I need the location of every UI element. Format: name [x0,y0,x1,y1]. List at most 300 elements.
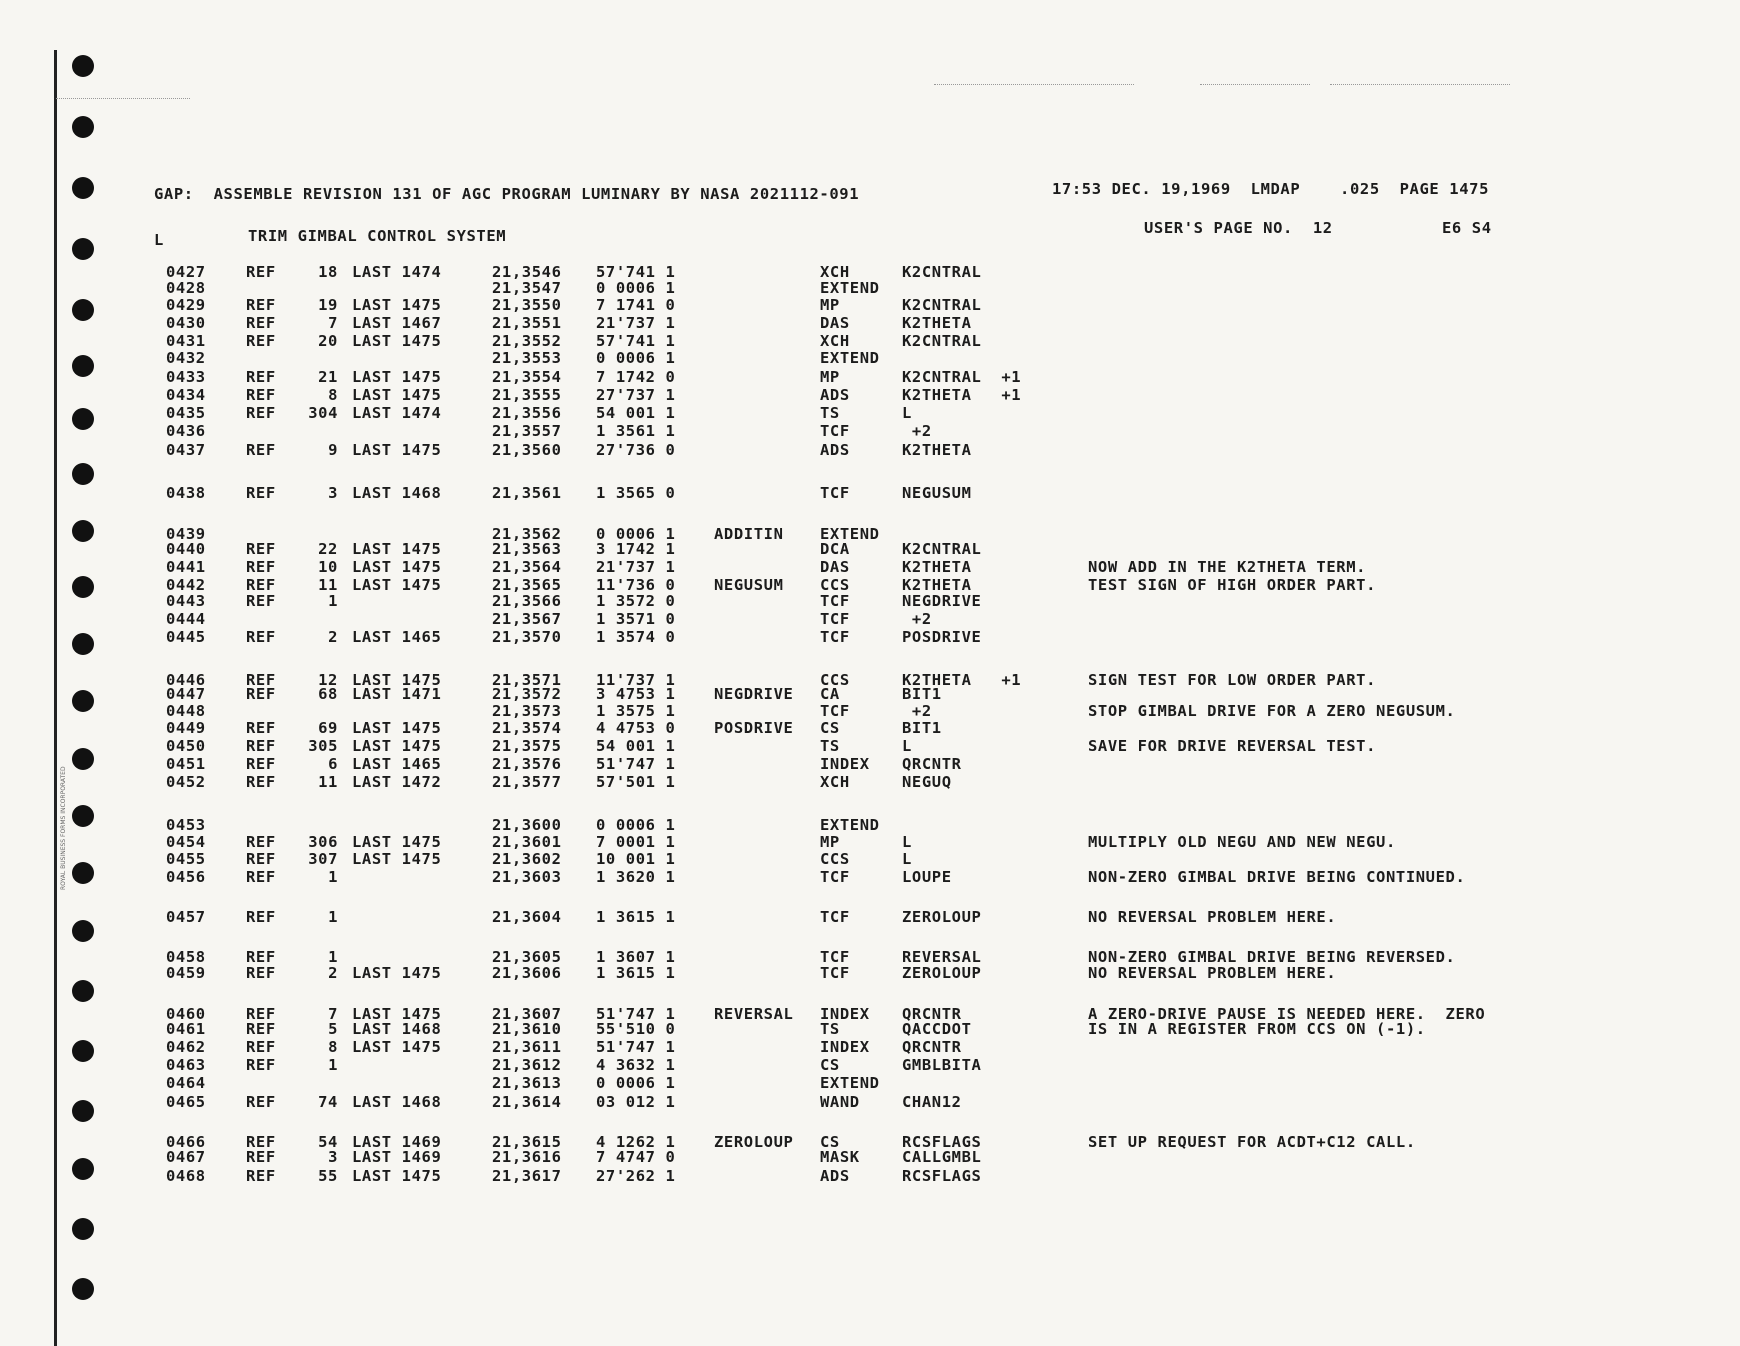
row-ref: REF [246,755,276,773]
row-refn: 9 [328,441,338,459]
listing-row [0,834,1740,851]
row-addr: 21,3604 [492,908,562,926]
row-addr: 21,3576 [492,755,562,773]
row-ln: 0432 [166,349,206,367]
margin-stamp: ROYAL BUSINESS FORMS INCORPORATED [60,766,67,890]
row-last: LAST 1475 [352,558,442,576]
row-op: CCS [820,850,850,868]
row-operand: NEGUQ [902,773,952,791]
row-word: 1 3565 0 [596,484,676,502]
row-addr: 21,3553 [492,349,562,367]
row-addr: 21,3552 [492,332,562,350]
row-word: 3 1742 1 [596,540,676,558]
row-word: 1 3574 0 [596,628,676,646]
row-op: ADS [820,1167,850,1185]
listing-row [0,1075,1740,1092]
row-operand: K2THETA [902,558,972,576]
row-word: 51'747 1 [596,1005,676,1023]
row-op: MP [820,833,840,851]
row-word: 27'262 1 [596,1167,676,1185]
row-op: DAS [820,314,850,332]
row-ln: 0451 [166,755,206,773]
row-refn: 1 [328,868,338,886]
row-addr: 21,3572 [492,685,562,703]
listing-row [0,442,1740,459]
row-ln: 0465 [166,1093,206,1111]
row-ln: 0456 [166,868,206,886]
row-last: LAST 1468 [352,484,442,502]
row-addr: 21,3551 [492,314,562,332]
row-last: LAST 1471 [352,685,442,703]
header-right: 17:53 DEC. 19,1969 LMDAP .025 PAGE 1475 [1052,180,1489,198]
row-op: DCA [820,540,850,558]
row-ln: 0463 [166,1056,206,1074]
listing-row [0,965,1740,982]
listing-row [0,541,1740,558]
header-left: GAP: ASSEMBLE REVISION 131 OF AGC PROGRAM LUMINARY BY NASA 2021112-091 [154,185,860,203]
row-comment: MULTIPLY OLD NEGU AND NEW NEGU. [1088,833,1396,851]
row-comment: NON-ZERO GIMBAL DRIVE BEING CONTINUED. [1088,868,1466,886]
row-label: NEGUSUM [714,576,784,594]
row-operand: K2CNTRAL [902,332,982,350]
row-addr: 21,3602 [492,850,562,868]
row-ln: 0453 [166,816,206,834]
row-word: 51'747 1 [596,1038,676,1056]
punch-hole [72,980,94,1002]
row-word: 3 4753 1 [596,685,676,703]
row-ref: REF [246,868,276,886]
row-op: MASK [820,1148,860,1166]
printer-dots [56,98,190,100]
row-operand: L [902,737,912,755]
row-op: EXTEND [820,816,880,834]
row-op: INDEX [820,1038,870,1056]
row-label: REVERSAL [714,1005,794,1023]
row-last: LAST 1474 [352,263,442,281]
row-word: 0 0006 1 [596,1074,676,1092]
row-ln: 0448 [166,702,206,720]
row-ref: REF [246,964,276,982]
row-op: MP [820,296,840,314]
listing-row [0,350,1740,367]
row-ln: 0434 [166,386,206,404]
row-word: 4 3632 1 [596,1056,676,1074]
row-word: 54 001 1 [596,737,676,755]
row-ref: REF [246,737,276,755]
row-op: CA [820,685,840,703]
row-ln: 0449 [166,719,206,737]
row-last: LAST 1469 [352,1133,442,1151]
row-word: 0 0006 1 [596,279,676,297]
row-word: 21'737 1 [596,558,676,576]
row-ln: 0445 [166,628,206,646]
row-ln: 0431 [166,332,206,350]
row-ref: REF [246,1093,276,1111]
listing-row [0,1149,1740,1166]
row-last: LAST 1475 [352,671,442,689]
row-operand: CALLGMBL [902,1148,982,1166]
row-refn: 1 [328,948,338,966]
row-addr: 21,3556 [492,404,562,422]
row-addr: 21,3567 [492,610,562,628]
listing-row [0,774,1740,791]
row-refn: 2 [328,628,338,646]
row-refn: 307 [308,850,338,868]
row-addr: 21,3605 [492,948,562,966]
row-operand: NEGDRIVE [902,592,982,610]
row-ln: 0442 [166,576,206,594]
row-last: LAST 1474 [352,404,442,422]
row-addr: 21,3562 [492,525,562,543]
row-op: INDEX [820,755,870,773]
row-refn: 10 [318,558,338,576]
row-refn: 8 [328,386,338,404]
users-page-number: USER'S PAGE NO. 12 [1144,219,1333,237]
row-ref: REF [246,592,276,610]
listing-row [0,297,1740,314]
row-ln: 0428 [166,279,206,297]
row-word: 1 3561 1 [596,422,676,440]
row-addr: 21,3571 [492,671,562,689]
row-ln: 0447 [166,685,206,703]
row-addr: 21,3615 [492,1133,562,1151]
row-op: CCS [820,671,850,689]
row-comment: SET UP REQUEST FOR ACDT+C12 CALL. [1088,1133,1416,1151]
row-ln: 0437 [166,441,206,459]
row-ref: REF [246,628,276,646]
row-operand: RCSFLAGS [902,1167,982,1185]
row-word: 11'736 0 [596,576,676,594]
listing-row [0,280,1740,297]
row-refn: 5 [328,1020,338,1038]
row-addr: 21,3565 [492,576,562,594]
row-ln: 0429 [166,296,206,314]
row-last: LAST 1475 [352,540,442,558]
row-op: TCF [820,610,850,628]
row-comment: IS IN A REGISTER FROM CCS ON (-1). [1088,1020,1426,1038]
row-last: LAST 1475 [352,296,442,314]
row-operand: ZEROLOUP [902,964,982,982]
row-operand: K2THETA +1 [902,671,1022,689]
row-operand: POSDRIVE [902,628,982,646]
row-word: 1 3607 1 [596,948,676,966]
row-ln: 0467 [166,1148,206,1166]
row-ln: 0446 [166,671,206,689]
row-last: LAST 1475 [352,386,442,404]
row-addr: 21,3612 [492,1056,562,1074]
row-ln: 0450 [166,737,206,755]
row-addr: 21,3610 [492,1020,562,1038]
row-operand: +2 [902,610,932,628]
row-operand: QRCNTR [902,1005,962,1023]
row-ref: REF [246,948,276,966]
row-ln: 0462 [166,1038,206,1056]
row-ref: REF [246,1167,276,1185]
row-last: LAST 1475 [352,368,442,386]
row-refn: 19 [318,296,338,314]
row-last: LAST 1475 [352,850,442,868]
row-word: 27'737 1 [596,386,676,404]
row-word: 1 3571 0 [596,610,676,628]
row-last: LAST 1472 [352,773,442,791]
row-op: WAND [820,1093,860,1111]
row-word: 03 012 1 [596,1093,676,1111]
row-ln: 0452 [166,773,206,791]
row-ref: REF [246,263,276,281]
row-addr: 21,3557 [492,422,562,440]
row-addr: 21,3561 [492,484,562,502]
row-addr: 21,3554 [492,368,562,386]
row-ref: REF [246,540,276,558]
row-ln: 0466 [166,1133,206,1151]
row-word: 1 3620 1 [596,868,676,886]
row-ref: REF [246,671,276,689]
row-ln: 0454 [166,833,206,851]
listing-row [0,738,1740,755]
row-op: TCF [820,964,850,982]
row-op: MP [820,368,840,386]
row-operand: QACCDOT [902,1020,972,1038]
row-ref: REF [246,558,276,576]
row-ref: REF [246,1038,276,1056]
row-refn: 1 [328,1056,338,1074]
row-op: TCF [820,628,850,646]
row-op: TCF [820,948,850,966]
row-last: LAST 1468 [352,1093,442,1111]
row-word: 0 0006 1 [596,816,676,834]
row-addr: 21,3616 [492,1148,562,1166]
row-refn: 55 [318,1167,338,1185]
row-ref: REF [246,850,276,868]
row-operand: +2 [902,422,932,440]
row-refn: 6 [328,755,338,773]
row-last: LAST 1475 [352,833,442,851]
row-operand: ZEROLOUP [902,908,982,926]
listing-row [0,387,1740,404]
row-refn: 11 [318,773,338,791]
row-label: NEGDRIVE [714,685,794,703]
row-refn: 20 [318,332,338,350]
section-title: TRIM GIMBAL CONTROL SYSTEM [248,227,507,245]
row-op: TCF [820,702,850,720]
row-addr: 21,3555 [492,386,562,404]
row-refn: 22 [318,540,338,558]
row-op: EXTEND [820,525,880,543]
row-ref: REF [246,908,276,926]
row-word: 0 0006 1 [596,525,676,543]
row-ref: REF [246,719,276,737]
listing-row [0,817,1740,834]
row-word: 1 3572 0 [596,592,676,610]
row-refn: 11 [318,576,338,594]
row-last: LAST 1475 [352,441,442,459]
row-word: 7 4747 0 [596,1148,676,1166]
row-word: 27'736 0 [596,441,676,459]
row-refn: 69 [318,719,338,737]
row-operand: GMBLBITA [902,1056,982,1074]
row-op: DAS [820,558,850,576]
row-addr: 21,3546 [492,263,562,281]
row-op: TCF [820,484,850,502]
row-addr: 21,3607 [492,1005,562,1023]
row-word: 57'741 1 [596,263,676,281]
listing-row [0,1039,1740,1056]
row-last: LAST 1475 [352,332,442,350]
row-addr: 21,3606 [492,964,562,982]
listing-row [0,593,1740,610]
row-comment: NO REVERSAL PROBLEM HERE. [1088,964,1337,982]
row-last: LAST 1468 [352,1020,442,1038]
row-word: 55'510 0 [596,1020,676,1038]
row-last: LAST 1475 [352,737,442,755]
row-word: 11'737 1 [596,671,676,689]
row-word: 57'501 1 [596,773,676,791]
row-addr: 21,3577 [492,773,562,791]
row-op: CS [820,1056,840,1074]
row-op: ADS [820,441,850,459]
row-refn: 304 [308,404,338,422]
row-word: 21'737 1 [596,314,676,332]
row-refn: 306 [308,833,338,851]
row-op: CCS [820,576,850,594]
row-last: LAST 1475 [352,576,442,594]
row-ref: REF [246,576,276,594]
row-refn: 12 [318,671,338,689]
row-addr: 21,3614 [492,1093,562,1111]
listing-row [0,559,1740,576]
row-operand: K2THETA [902,441,972,459]
row-word: 7 1741 0 [596,296,676,314]
row-refn: 3 [328,484,338,502]
row-ref: REF [246,685,276,703]
punch-hole [72,177,94,199]
row-last: LAST 1465 [352,628,442,646]
listing-row [0,703,1740,720]
row-comment: STOP GIMBAL DRIVE FOR A ZERO NEGUSUM. [1088,702,1456,720]
row-word: 1 3615 1 [596,908,676,926]
row-operand: K2THETA [902,314,972,332]
row-refn: 1 [328,592,338,610]
row-ref: REF [246,1020,276,1038]
row-ln: 0438 [166,484,206,502]
row-addr: 21,3600 [492,816,562,834]
row-refn: 74 [318,1093,338,1111]
row-addr: 21,3570 [492,628,562,646]
row-label: ZEROLOUP [714,1133,794,1151]
row-ref: REF [246,773,276,791]
row-addr: 21,3601 [492,833,562,851]
row-op: XCH [820,773,850,791]
row-op: TCF [820,868,850,886]
row-word: 7 0001 1 [596,833,676,851]
row-op: CS [820,719,840,737]
row-op: TS [820,404,840,422]
row-operand: NEGUSUM [902,484,972,502]
row-last: LAST 1467 [352,314,442,332]
row-refn: 2 [328,964,338,982]
listing-row [0,909,1740,926]
row-addr: 21,3573 [492,702,562,720]
row-refn: 3 [328,1148,338,1166]
row-addr: 21,3547 [492,279,562,297]
row-op: CS [820,1133,840,1151]
listing-row [0,405,1740,422]
listing-row [0,686,1740,703]
row-operand: K2CNTRAL [902,296,982,314]
row-addr: 21,3564 [492,558,562,576]
row-op: TCF [820,908,850,926]
row-refn: 1 [328,908,338,926]
row-operand: QRCNTR [902,755,962,773]
row-last: LAST 1475 [352,1005,442,1023]
row-word: 7 1742 0 [596,368,676,386]
listing-row [0,851,1740,868]
row-addr: 21,3566 [492,592,562,610]
listing-row [0,485,1740,502]
row-ln: 0455 [166,850,206,868]
row-operand: +2 [902,702,932,720]
punch-hole [72,1278,94,1300]
row-addr: 21,3617 [492,1167,562,1185]
row-ref: REF [246,1056,276,1074]
row-op: TCF [820,592,850,610]
row-ref: REF [246,833,276,851]
row-operand: RCSFLAGS [902,1133,982,1151]
row-addr: 21,3563 [492,540,562,558]
row-operand: K2CNTRAL [902,263,982,281]
row-op: TS [820,737,840,755]
row-ln: 0433 [166,368,206,386]
row-addr: 21,3575 [492,737,562,755]
row-operand: K2CNTRAL [902,540,982,558]
listing-row [0,423,1740,440]
section-marker: L [154,231,164,249]
row-ln: 0436 [166,422,206,440]
row-op: EXTEND [820,1074,880,1092]
listing-row [0,369,1740,386]
row-operand: BIT1 [902,685,942,703]
row-refn: 7 [328,314,338,332]
punch-hole [72,1218,94,1240]
row-ln: 0459 [166,964,206,982]
row-word: 10 001 1 [596,850,676,868]
punch-hole [72,463,94,485]
row-ln: 0430 [166,314,206,332]
listing-row [0,756,1740,773]
row-ln: 0439 [166,525,206,543]
row-ln: 0444 [166,610,206,628]
row-refn: 8 [328,1038,338,1056]
row-ln: 0435 [166,404,206,422]
listing-row [0,1057,1740,1074]
row-comment: NOW ADD IN THE K2THETA TERM. [1088,558,1367,576]
row-ref: REF [246,386,276,404]
row-comment: TEST SIGN OF HIGH ORDER PART. [1088,576,1377,594]
row-last: LAST 1475 [352,1167,442,1185]
row-refn: 54 [318,1133,338,1151]
listing-row [0,720,1740,737]
row-word: 57'741 1 [596,332,676,350]
row-addr: 21,3603 [492,868,562,886]
row-word: 1 3615 1 [596,964,676,982]
row-ref: REF [246,1148,276,1166]
listing-row [0,869,1740,886]
row-addr: 21,3550 [492,296,562,314]
row-op: TS [820,1020,840,1038]
row-operand: L [902,833,912,851]
row-operand: L [902,404,912,422]
listing-row [0,1094,1740,1111]
